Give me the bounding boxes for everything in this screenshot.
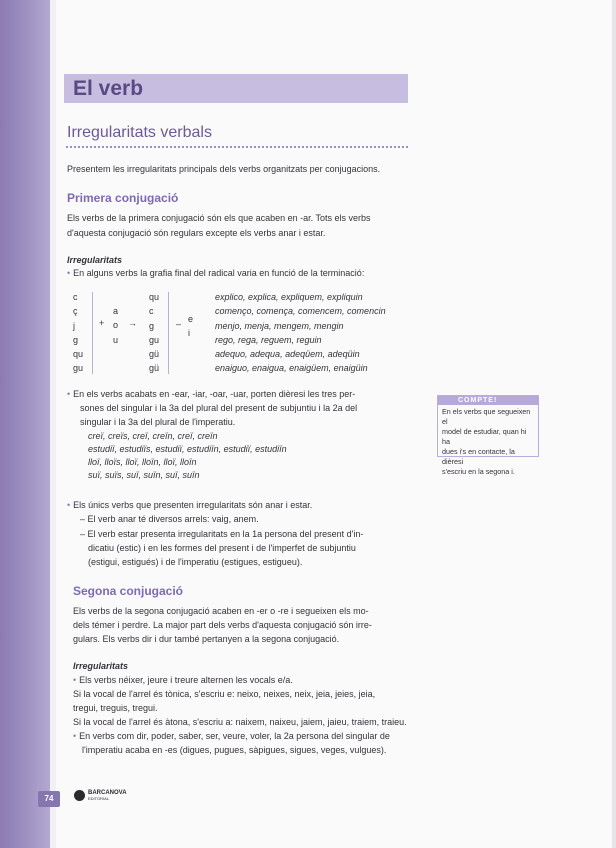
table-cell: gu (149, 334, 160, 345)
primera-bullet-1 (67, 266, 364, 280)
page-number: 74 (38, 791, 60, 807)
table-col-radical (73, 290, 83, 376)
compte-label: COMPTE! (438, 396, 538, 405)
segona-bullet-2 (73, 729, 390, 743)
table-cell: gü (149, 349, 160, 360)
bullet-text: Els únics verbs que presenten irregularitats són anar i estar. (73, 500, 313, 510)
table-cell: i (188, 328, 190, 339)
example-line: creï, creïs, creï, creïn, creï, creïn (88, 431, 218, 441)
table-example: començo, comença, comencem, comencin (215, 306, 386, 317)
estar-note-line: – El verb estar presenta irregularitats en la 1a persona del present d'in- (80, 529, 364, 539)
compte-line: model de estudiar, quan hi ha (442, 427, 527, 446)
estar-note-line: (estigui, estigués) i de l'imperatiu (estigues, estigueu). (88, 557, 303, 567)
primera-irreg-label: Irregularitats (67, 255, 123, 265)
example-line: estudiï, estudiïs, estudiï, estudiïn, estudiï, estudiïn (88, 444, 287, 454)
segona-desc-line: dels témer i perdre. La major part dels verbs d'aquesta conjugació són irre- (73, 620, 372, 630)
bullet-text: En els verbs acabats en -ear, -iar, -oar, -uar, porten dièresi les tres per- (73, 389, 356, 399)
segona-desc-line: gulars. Els verbs dir i dur també pertanyen a la segona conjugació. (73, 634, 340, 644)
chapter-header (64, 74, 408, 103)
table-cell: qu (149, 292, 160, 302)
table-cell: ç (73, 306, 78, 317)
table-example: adequo, adequa, adeqüem, adeqüin (215, 349, 360, 360)
primera-bullet-3 (67, 498, 312, 512)
bullet-2-line: sones del singular i la 3a del plural del present de subjuntiu i la 2a del (80, 403, 358, 413)
table-cell: a (113, 306, 119, 316)
primera-bullet-2 (67, 387, 355, 401)
table-col-examples (215, 290, 386, 376)
publisher-logo-icon (74, 790, 85, 801)
dieresi-examples (88, 430, 287, 482)
example-line: lloï, lloïs, lloï, lloïn, lloï, lloïn (88, 457, 197, 467)
table-cell: g (149, 320, 155, 331)
side-margin-strip (50, 0, 56, 848)
table-cell: c (149, 306, 154, 317)
bullet-2-line: singular i la 3a del plural de l'imperatiu. (80, 417, 236, 427)
table-cell: e (188, 314, 194, 324)
table-cell: g (73, 334, 79, 345)
table-example: rego, rega, reguem, reguin (215, 334, 322, 345)
bullet-text: En verbs com dir, poder, saber, ser, veure, voler, la 2a persona del singular de (79, 731, 390, 741)
side-color-band (0, 0, 50, 848)
intro-text: Presentem les irregularitats principals dels verbs organitzats per conjugacions. (67, 164, 381, 174)
anar-note: – El verb anar té diversos arrels: vaig, anem. (80, 514, 259, 524)
table-example: explico, explica, expliquem, expliquin (215, 292, 363, 302)
segona-line: Si la vocal de l'arrel és tònica, s'escriu e: neixo, neixes, neix, jeia, jeies, jeia, (73, 689, 376, 699)
table-cell: o (113, 320, 119, 331)
table-col-endings (188, 312, 193, 341)
compte-line: s'escriu en la segona i. (442, 467, 515, 476)
segona-bullet-1 (73, 673, 293, 687)
table-cell: qu (73, 349, 84, 360)
table-example: enaiguo, enaigua, enaigüem, enaigüin (215, 363, 368, 374)
table-arrow: → (128, 318, 137, 328)
segona-line: l'imperatiu acaba en -es (digues, pugues, sàpigues, sigues, veges, vulgues). (82, 745, 387, 755)
table-minus: – (176, 319, 182, 329)
primera-desc-line: Els verbs de la primera conjugació són els que acaben en -ar. Tots els verbs (67, 213, 371, 223)
compte-line: En els verbs que segueixen el (442, 407, 531, 426)
compte-callout (437, 395, 539, 476)
segona-line: Si la vocal de l'arrel és àtona, s'escriu a: naixem, naixeu, jaiem, jaieu, traiem, traieu. (73, 717, 407, 727)
primera-desc-line: d'aquesta conjugació són regulars excepte els verbs anar i estar. (67, 228, 326, 238)
table-cell: gü (149, 363, 160, 374)
segona-line: tregui, treguis, tregui. (73, 703, 158, 713)
table-rule (168, 292, 169, 374)
publisher-logo (74, 790, 127, 801)
primera-title: Primera conjugació (67, 191, 179, 205)
table-example: menjo, menja, mengem, mengin (215, 320, 344, 331)
section-title: Irregularitats verbals (67, 124, 212, 141)
chapter-title: El verb (73, 77, 144, 100)
segona-irreg-label: Irregularitats (73, 661, 129, 671)
table-cell: c (73, 292, 78, 302)
publisher-name: BARCANOVA (88, 790, 127, 796)
table-cell: j (73, 320, 75, 331)
table-cell: u (113, 334, 119, 345)
table-col-vowels (113, 304, 118, 347)
table-col-changed (149, 290, 159, 376)
bullet-text: Els verbs néixer, jeure i treure alternen les vocals e/a. (79, 675, 293, 685)
table-plus: + (99, 318, 105, 328)
segona-desc-line: Els verbs de la segona conjugació acaben en -er o -re i segueixen els mo- (73, 606, 369, 616)
estar-note-line: dicatiu (estic) i en les formes del present i de l'imperfet de subjuntiu (88, 543, 356, 553)
table-cell: gu (73, 363, 84, 374)
compte-line: dues i's en contacte, la dièresi (442, 447, 515, 466)
dotted-divider (66, 146, 408, 148)
bullet-text: En alguns verbs la grafia final del radical varia en funció de la terminació: (73, 268, 365, 278)
compte-text (438, 405, 538, 477)
segona-title: Segona conjugació (73, 584, 184, 598)
publisher-sub: EDITORIAL (88, 796, 110, 801)
example-line: suï, suïs, suï, suïn, suï, suïn (88, 470, 200, 480)
table-rule (92, 292, 93, 374)
